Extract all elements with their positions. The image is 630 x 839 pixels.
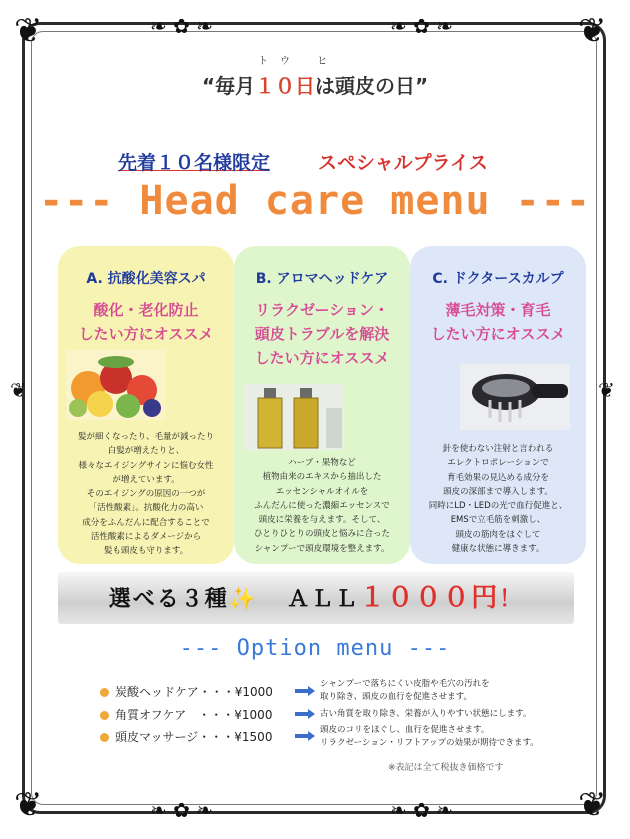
menu-title-c: C. ドクタースカルプ <box>432 271 564 287</box>
sparkle-icon: ✨ <box>228 587 259 612</box>
description-line: ハーブ・果物など <box>288 458 356 468</box>
special-price-text: スペシャルプライス <box>318 152 488 174</box>
description-line: ひとりひとりの頭皮と悩みに合った <box>253 529 390 540</box>
furigana-ruby: トウ ヒ <box>258 56 340 67</box>
vine-ornament-icon: ❧ ✿ ❧ <box>390 14 453 38</box>
vine-ornament-icon: ❧ ✿ ❧ <box>150 14 213 38</box>
menu-subtitle-b <box>234 298 410 370</box>
description-line: 植物由来のエキスから抽出した <box>262 472 382 483</box>
option-item-massage <box>100 728 272 745</box>
option-menu-title: --- Option menu --- <box>179 636 451 661</box>
menu-subtitle-a <box>58 298 234 346</box>
menu-card-a <box>58 246 234 564</box>
menu-title-a: A. 抗酸化美容スパ <box>86 271 206 287</box>
bullet-icon <box>100 688 109 697</box>
vine-ornament-icon: ❧ ✿ ❧ <box>390 798 453 822</box>
heading-day: １０日 <box>255 74 315 98</box>
menu-description-b <box>240 456 404 556</box>
price-text: １０００円 <box>359 583 500 613</box>
description-line: 頭皮の深部まで導入します。 <box>443 486 553 497</box>
description-line: 健康な状態に導きます。 <box>451 544 545 555</box>
option-label: 炭酸ヘッドケア・・・¥1000 <box>115 685 273 699</box>
option-description <box>320 678 490 704</box>
oil-bottles-photo <box>244 384 344 450</box>
option-label: 角質オフケア ・・・¥1000 <box>115 708 273 722</box>
subtitle-line: リラクゼーション・ <box>255 301 389 319</box>
description-line: 活性酸素によるダメージから <box>90 532 202 543</box>
vine-ornament-icon: ❦ <box>578 11 607 51</box>
description-line: 古い角質を取り除き、栄養が入りやすい状態にします。 <box>320 709 532 719</box>
subtitle-line: 酸化・老化防止 <box>93 301 199 319</box>
arrow-right-icon <box>295 731 315 741</box>
description-line: シャンプーで頭皮環境を整えます。 <box>254 543 390 554</box>
description-line: シャンプーで落ちにくい皮脂や毛穴の汚れを <box>320 679 490 689</box>
vine-ornament-icon: ❦ <box>10 378 27 402</box>
description-line: リラクゼーション・リフトアップの効果が期待できます。 <box>320 738 539 748</box>
description-line: 成分をふんだんに配合することで <box>82 517 210 528</box>
description-line: 髪が細くなったり、毛量が減ったり <box>77 432 214 442</box>
vine-ornament-icon: ❦ <box>578 785 607 825</box>
description-line: EMSで立毛筋を刺激し、 <box>450 515 546 526</box>
limited-offer-text: 先着１０名様限定 <box>118 152 271 174</box>
vine-ornament-icon: ❦ <box>14 11 43 51</box>
description-line: エレクトロポレーションで <box>447 458 549 469</box>
option-description <box>320 708 531 721</box>
description-line: 頭皮のコリをほぐし、血行を促進させます。 <box>320 725 490 735</box>
fruit-photo <box>66 350 166 420</box>
vine-ornament-icon: ❦ <box>598 378 615 402</box>
price-banner <box>58 572 574 624</box>
scalp-day-heading <box>0 70 630 99</box>
menu-card-c <box>410 246 586 564</box>
subtitle-line: したい方にオススメ <box>430 325 566 343</box>
scalp-device-photo <box>460 364 570 430</box>
option-item-carbonated <box>100 683 273 700</box>
bullet-icon <box>100 733 109 742</box>
price-banner-text <box>58 572 574 624</box>
description-line: エッセンシャルオイルを <box>275 486 369 497</box>
menu-description-a <box>64 430 228 559</box>
subtitle-line: 頭皮トラブルを解決 <box>254 325 390 343</box>
menu-subtitle-c <box>410 298 586 346</box>
description-line: 育毛効果の見込める成分を <box>446 472 549 483</box>
description-line: 頭皮に栄養を与えます。そして、 <box>258 515 386 526</box>
description-line: 頭皮の筋肉をほぐして <box>455 529 541 540</box>
vine-ornament-icon: ❧ ✿ ❧ <box>150 798 213 822</box>
option-item-exfoliation <box>100 706 272 723</box>
arrow-right-icon <box>295 709 315 719</box>
description-line: ふんだんに使った濃縮エッセンスで <box>254 500 390 511</box>
menu-title-b: B. アロマヘッドケア <box>255 271 389 287</box>
tax-note: ※表記は全て税抜き価格です <box>388 763 504 773</box>
heading-suffix: は頭皮の日” <box>315 74 429 98</box>
subtitle-line: 薄毛対策・育毛 <box>445 301 551 319</box>
subtitle-line: したい方にオススメ <box>254 349 390 367</box>
menu-card-b <box>234 246 410 564</box>
option-label: 頭皮マッサージ・・・¥1500 <box>115 730 273 744</box>
description-line: 同時にLD・LEDの光で血行促進と、 <box>428 501 568 512</box>
description-line: が増えています。 <box>112 474 180 485</box>
description-line: 白髪が増えたりと、 <box>107 446 185 457</box>
description-line: 様々なエイジングサインに悩む女性 <box>78 460 214 471</box>
description-line: 「活性酸素」。抗酸化力の高い <box>88 503 204 514</box>
description-line: そのエイジングの原因の一つが <box>86 489 206 500</box>
choose-three-text: 選べる３種 <box>108 587 229 612</box>
description-line: 髪も頭皮も守ります。 <box>103 546 189 557</box>
arrow-right-icon <box>295 686 315 696</box>
heading-prefix: “毎月 <box>201 74 255 98</box>
menu-description-c <box>416 442 580 556</box>
vine-ornament-icon: ❦ <box>14 785 43 825</box>
exclaim-mark: ！ <box>499 587 524 612</box>
description-line: 針を使わない注射と言われる <box>442 444 554 454</box>
all-text: ＡＬＬ <box>287 587 360 612</box>
bullet-icon <box>100 711 109 720</box>
head-care-menu-title: --- Head care menu --- <box>39 178 591 224</box>
option-description <box>320 724 539 750</box>
description-line: 取り除き、頭皮の血行を促進させます。 <box>320 692 472 702</box>
subtitle-line: したい方にオススメ <box>78 325 214 343</box>
